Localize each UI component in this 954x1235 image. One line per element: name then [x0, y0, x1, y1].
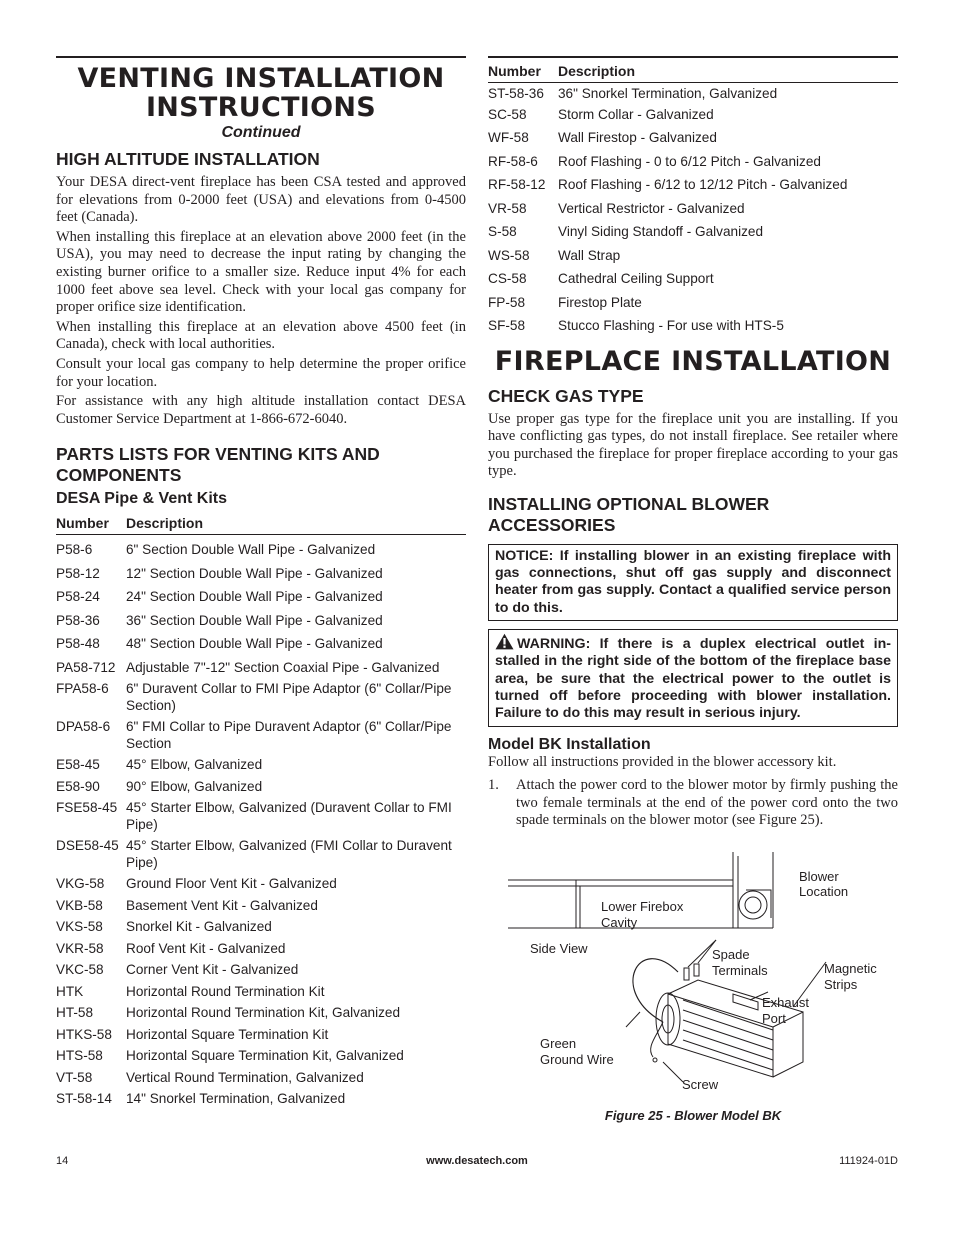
column-header-description: Description: [558, 63, 898, 83]
part-number: P58-36: [56, 612, 100, 628]
table-row: [56, 936, 466, 958]
label-line: Lower Firebox: [601, 898, 684, 914]
part-description: Vinyl Siding Standoff - Galvanized: [558, 224, 764, 239]
label-side-view: Side View: [530, 940, 588, 956]
part-number: VKB-58: [56, 897, 103, 913]
table-row: [56, 559, 466, 583]
table-row: [488, 194, 898, 218]
table-row: [488, 103, 898, 124]
label-line: Strips: [824, 976, 858, 992]
label-line: Location: [799, 883, 849, 899]
check-gas-type-text: Use proper gas type for the fireplace unit you are installing. If you have conflicting gas types, do not install fireplace. See retailer where you purchased the fireplace for proper fireplace according to your gas type.: [488, 410, 898, 480]
warning-box: [488, 629, 898, 726]
paragraph: Your DESA direct-vent fireplace has been CSA tested and approved for elevations from 0-2000 feet (USA) and elevations from 0-4500 feet (Canada).: [56, 174, 466, 226]
part-number: HT-58: [56, 1005, 94, 1021]
step-number: 1.: [488, 777, 499, 794]
label-screw: Screw: [682, 1076, 719, 1092]
part-description: 36" Snorkel Termination, Galvanized: [558, 86, 778, 101]
column-header-number: Number: [488, 63, 558, 83]
blower-figure: [488, 852, 898, 1122]
part-number: WF-58: [488, 130, 529, 145]
label-exhaust-port: [762, 995, 809, 1027]
part-number: VR-58: [488, 200, 527, 216]
table-row: [56, 833, 466, 871]
part-number: E58-90: [56, 778, 100, 794]
part-description: 36" Section Double Wall Pipe - Galvanized: [126, 612, 383, 628]
part-number: VKG-58: [56, 876, 105, 892]
part-description: Storm Collar - Galvanized: [558, 106, 714, 122]
part-number: HTKS-58: [56, 1026, 112, 1042]
model-bk-intro: Follow all instructions provided in the blower accessory kit.: [488, 753, 837, 770]
table-row: [488, 217, 898, 241]
part-description: 45° Elbow, Galvanized: [126, 757, 263, 773]
figure-caption: Figure 25 - Blower Model BK: [604, 1107, 782, 1123]
part-description: 6" Duravent Collar to FMI Pipe Adaptor (6" Collar/Pipe Section): [126, 681, 452, 713]
table-row: [56, 535, 466, 559]
label-line: Exhaust: [762, 994, 809, 1010]
part-description: Roof Vent Kit - Galvanized: [126, 940, 286, 956]
table-row: [488, 311, 898, 335]
continued-label: Continued: [221, 124, 301, 141]
parts-table-body: [56, 535, 466, 1108]
table-row: [488, 264, 898, 288]
part-number: S-58: [488, 224, 517, 239]
page-title-line-1: VENTING INSTALLATION: [77, 63, 445, 94]
part-number: E58-45: [56, 757, 100, 773]
part-description: Stucco Flashing - For use with HTS-5: [558, 318, 784, 333]
part-number: RF-58-12: [488, 177, 546, 192]
part-description: Snorkel Kit - Galvanized: [126, 919, 272, 935]
part-description: 12" Section Double Wall Pipe - Galvanized: [126, 565, 383, 581]
paragraph: For assistance with any high altitude installation contact DESA Customer Service Department at 1-866-672-6040.: [56, 393, 466, 427]
right-column: [488, 60, 898, 1122]
part-description: Vertical Restrictor - Galvanized: [558, 200, 745, 216]
part-description: Horizontal Square Termination Kit, Galvanized: [126, 1048, 404, 1064]
paragraph: When installing this fireplace at an elevation above 2000 feet (in the USA), you may need to decrease the input rating by changing the existing burner orifice to a smaller size. Reduce input 4% for each 1000 feet above sea level. Check with your local gas company for proper orifice size identification.: [56, 228, 466, 316]
part-description: Roof Flashing - 6/12 to 12/12 Pitch - Galvanized: [558, 177, 848, 192]
part-description: 6" FMI Collar to Pipe Duravent Adaptor (6" Collar/Pipe Section: [126, 719, 452, 751]
label-line: Terminals: [712, 962, 768, 978]
document-number: 111924-01D: [839, 1155, 898, 1167]
label-lower-firebox-cavity: [601, 899, 683, 931]
label-magnetic-strips: [824, 961, 877, 993]
table-row: [488, 83, 898, 103]
table-row: [56, 957, 466, 979]
part-description: Horizontal Round Termination Kit: [126, 983, 325, 999]
parts-list-heading: [56, 444, 466, 486]
top-rule-right: [488, 56, 898, 58]
page-title-line-2: INSTRUCTIONS: [145, 92, 377, 123]
parts-list-heading-line-2: COMPONENTS: [56, 465, 182, 486]
label-blower-location: [799, 869, 848, 899]
top-rule-left: [56, 56, 466, 58]
part-number: ST-58-14: [56, 1091, 112, 1107]
table-row: [56, 871, 466, 893]
part-number: P58-6: [56, 542, 93, 558]
part-number: DSE58-45: [56, 838, 119, 854]
table-row: [56, 653, 466, 677]
table-header-row: [56, 515, 466, 535]
part-description: Basement Vent Kit - Galvanized: [126, 897, 318, 913]
table-row: [56, 1000, 466, 1022]
part-description: Adjustable 7"-12" Section Coaxial Pipe - Galvanized: [126, 659, 440, 675]
high-altitude-heading: HIGH ALTITUDE INSTALLATION: [56, 149, 320, 169]
website-url: www.desatech.com: [426, 1155, 528, 1167]
table-row: [56, 676, 466, 714]
table-row: [56, 774, 466, 796]
part-number: VKC-58: [56, 962, 104, 978]
part-number: P58-12: [56, 565, 100, 581]
part-description: Corner Vent Kit - Galvanized: [126, 962, 299, 978]
pipe-vent-kits-heading: DESA Pipe & Vent Kits: [56, 490, 227, 508]
fireplace-installation-title: FIREPLACE INSTALLATION: [494, 345, 892, 377]
table-row: [56, 714, 466, 752]
parts-table-body: [488, 83, 898, 335]
label-line: Cavity: [601, 914, 638, 930]
table-row: [56, 893, 466, 915]
page-number: 14: [56, 1155, 69, 1167]
label-line: Port: [762, 1010, 786, 1026]
check-gas-type-heading: CHECK GAS TYPE: [488, 385, 644, 406]
label-green-ground-wire: [540, 1036, 614, 1068]
part-description: Roof Flashing - 0 to 6/12 Pitch - Galvanized: [558, 153, 821, 169]
table-row: [488, 288, 898, 312]
part-description: 45° Starter Elbow, Galvanized (FMI Collar to Duravent Pipe): [126, 838, 452, 870]
table-row: [488, 147, 898, 171]
table-row: [56, 795, 466, 833]
part-number: SC-58: [488, 106, 527, 122]
part-number: FPA58-6: [56, 681, 109, 697]
part-number: FSE58-45: [56, 800, 118, 816]
part-number: DPA58-6: [56, 719, 111, 735]
part-description: 14" Snorkel Termination, Galvanized: [126, 1091, 346, 1107]
table-row: [56, 629, 466, 653]
column-header-number: Number: [56, 515, 126, 535]
part-number: PA58-712: [56, 659, 116, 675]
part-number: VKS-58: [56, 919, 103, 935]
table-row: [488, 170, 898, 194]
part-description: 45° Starter Elbow, Galvanized (Duravent Collar to FMI Pipe): [126, 800, 452, 832]
part-description: Ground Floor Vent Kit - Galvanized: [126, 876, 337, 892]
page-title: [56, 64, 466, 122]
part-description: 6" Section Double Wall Pipe - Galvanized: [126, 542, 376, 558]
table-row: [56, 914, 466, 936]
model-bk-heading: Model BK Installation: [488, 735, 651, 753]
part-number: WS-58: [488, 247, 530, 263]
table-row: [56, 1086, 466, 1108]
part-number: ST-58-36: [488, 86, 544, 101]
parts-list-heading-line-1: PARTS LISTS FOR VENTING KITS AND: [56, 444, 380, 465]
part-description: Horizontal Round Termination Kit, Galvanized: [126, 1005, 401, 1021]
part-description: 90° Elbow, Galvanized: [126, 778, 263, 794]
part-description: Firestop Plate: [558, 294, 642, 310]
part-description: 24" Section Double Wall Pipe - Galvanized: [126, 589, 383, 605]
part-number: VKR-58: [56, 940, 104, 956]
table-header-row: [488, 63, 898, 83]
column-header-description: Description: [126, 515, 466, 535]
part-number: HTS-58: [56, 1048, 103, 1064]
label-spade-terminals: [712, 947, 768, 979]
table-row: [56, 1022, 466, 1044]
warning-triangle-icon: [495, 633, 514, 650]
label-line: Spade: [712, 946, 750, 962]
paragraph: When installing this fireplace at an elevation above 4500 feet (in Canada), check with local authorities.: [56, 318, 466, 353]
parts-table: [56, 515, 466, 1108]
label-line: Ground Wire: [540, 1051, 614, 1067]
warning-text: WARNING: If there is a duplex electrical outlet in-stalled in the right side of the bottom of the fireplace base area, be sure that the electrical power to the outlet is turned off before proceeding with blower installation. Failure to do this may result in serious injury.: [495, 636, 891, 722]
part-description: Wall Strap: [558, 247, 621, 263]
label-line: Green: [540, 1035, 577, 1051]
table-row: [56, 979, 466, 1001]
high-altitude-text: [56, 174, 466, 428]
part-number: P58-48: [56, 636, 100, 652]
table-row: [56, 606, 466, 630]
parts-table-continued: [488, 63, 898, 335]
blower-heading-line-1: INSTALLING OPTIONAL BLOWER: [488, 493, 770, 514]
part-number: P58-24: [56, 589, 100, 605]
part-description: Cathedral Ceiling Support: [558, 271, 714, 286]
table-row: [56, 1065, 466, 1087]
part-description: Wall Firestop - Galvanized: [558, 130, 717, 145]
table-row: [488, 123, 898, 147]
notice-box: NOTICE: If installing blower in an existing fireplace with gas connections, shut off gas supply and disconnect heater from gas supply. Contact a qualified service person to do this.: [488, 544, 898, 621]
label-line: Blower: [799, 868, 839, 884]
table-row: [56, 1043, 466, 1065]
part-number: RF-58-6: [488, 153, 538, 169]
part-description: Horizontal Square Termination Kit: [126, 1026, 329, 1042]
table-row: [56, 752, 466, 774]
part-number: HTK: [56, 983, 84, 999]
part-number: VT-58: [56, 1069, 93, 1085]
table-row: [488, 241, 898, 265]
part-number: FP-58: [488, 294, 526, 310]
part-number: CS-58: [488, 271, 527, 286]
part-description: Vertical Round Termination, Galvanized: [126, 1069, 364, 1085]
label-line: Magnetic: [824, 960, 877, 976]
instruction-step: [488, 777, 898, 832]
part-description: 48" Section Double Wall Pipe - Galvanized: [126, 636, 383, 652]
step-text: Attach the power cord to the blower motor by firmly pushing the two female terminals at the end of the power cord onto the two spade terminals on the blower motor (see Figure 25).: [516, 777, 898, 829]
table-row: [56, 582, 466, 606]
left-column: [56, 60, 466, 1108]
paragraph: Consult your local gas company to help determine the proper orifice for your location.: [56, 355, 466, 390]
blower-heading-line-2: ACCESSORIES: [488, 514, 616, 535]
part-number: SF-58: [488, 318, 526, 333]
blower-accessories-heading: [488, 494, 898, 536]
